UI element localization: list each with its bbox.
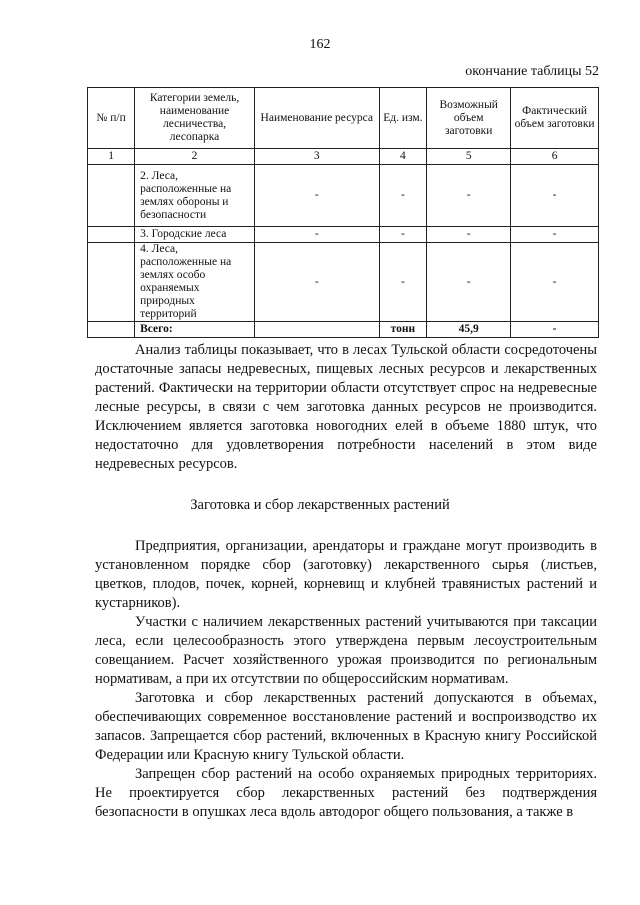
row-resource: - xyxy=(254,227,379,243)
row-category: 2. Леса, расположенные на землях обороны и безопасности xyxy=(135,165,255,227)
medicinal-plants-text xyxy=(95,537,597,822)
row-category: 3. Городские леса xyxy=(135,227,255,243)
header-category: Категории земель, наименование лесничества, лесопарка xyxy=(135,88,255,149)
column-index: 2 xyxy=(135,149,255,165)
row-resource: - xyxy=(254,243,379,322)
header-number: № п/п xyxy=(88,88,135,149)
resources-table xyxy=(87,87,599,338)
row-unit: - xyxy=(379,227,427,243)
header-possible-volume: Возможный объем заготовки xyxy=(427,88,511,149)
total-number xyxy=(88,322,135,338)
row-possible-volume: - xyxy=(427,243,511,322)
total-unit: тонн xyxy=(379,322,427,338)
text-paragraph: Запрещен сбор растений на особо охраняемых природных территориях. Не проектируется сбор лекарственных растений без подтверждения безопасности в опушках леса вдоль автодорог общего пользования, а также в xyxy=(95,766,597,820)
row-category: 4. Леса, расположенные на землях особо охраняемых природных территорий xyxy=(135,243,255,322)
analysis-paragraph-block xyxy=(95,341,597,474)
row-resource: - xyxy=(254,165,379,227)
text-paragraph: Заготовка и сбор лекарственных растений допускаются в объемах, обеспечивающих современное восстановление растений и воспроизводство их запасов. Запрещается сбор растений, включенных в Красную книгу Российской Федерации или Красную книгу Тульской области. xyxy=(95,690,597,763)
text-paragraph: Участки с наличием лекарственных растений учитываются при таксации леса, если целесообразность этого утверждена первым лесоустроительным совещанием. Расчет хозяйственного урожая производится по региональным нормативам, а при их отсутствии по общероссийским нормативам. xyxy=(95,614,597,687)
column-index: 3 xyxy=(254,149,379,165)
total-actual-volume: - xyxy=(511,322,599,338)
row-possible-volume: - xyxy=(427,227,511,243)
header-resource: Наименование ресурса xyxy=(254,88,379,149)
column-index: 1 xyxy=(88,149,135,165)
text-paragraph: Предприятия, организации, арендаторы и граждане могут производить в установленном порядке сбор (заготовку) лекарственного сырья (листьев, цветков, плодов, почек, корней, корневищ и клубней травянистых растений и кустарников). xyxy=(95,538,597,611)
row-number xyxy=(88,227,135,243)
row-number xyxy=(88,243,135,322)
column-index-row xyxy=(88,149,599,165)
row-actual-volume: - xyxy=(511,165,599,227)
section-heading: Заготовка и сбор лекарственных растений xyxy=(190,497,450,513)
row-actual-volume: - xyxy=(511,227,599,243)
column-index: 5 xyxy=(427,149,511,165)
total-resource xyxy=(254,322,379,338)
row-number xyxy=(88,165,135,227)
table-row xyxy=(88,165,599,227)
header-actual-volume: Фактический объем заготовки xyxy=(511,88,599,149)
column-index: 4 xyxy=(379,149,427,165)
row-actual-volume: - xyxy=(511,243,599,322)
table-row xyxy=(88,227,599,243)
row-possible-volume: - xyxy=(427,165,511,227)
column-index: 6 xyxy=(511,149,599,165)
total-possible-volume: 45,9 xyxy=(427,322,511,338)
row-unit: - xyxy=(379,243,427,322)
table-row xyxy=(88,243,599,322)
header-unit: Ед. изм. xyxy=(379,88,427,149)
analysis-paragraph: Анализ таблицы показывает, что в лесах Тульской области сосредоточены достаточные запасы недревесных, пищевых лесных ресурсов и лекарственных растений. Фактически на территории области отсутствует спрос на недревесные лесные ресурсы, в связи с чем заготовка данных ресурсов не производится. Исключением является заготовка новогодних елей в объеме 1880 штук, что недостаточно для удовлетворения потребности населений в этом виде недревесных ресурсов. xyxy=(95,342,597,472)
total-label: Всего: xyxy=(135,322,255,338)
table-header-row xyxy=(88,88,599,149)
page-number: 162 xyxy=(309,37,331,52)
table-caption: окончание таблицы 52 xyxy=(465,64,599,79)
total-row xyxy=(88,322,599,338)
row-unit: - xyxy=(379,165,427,227)
